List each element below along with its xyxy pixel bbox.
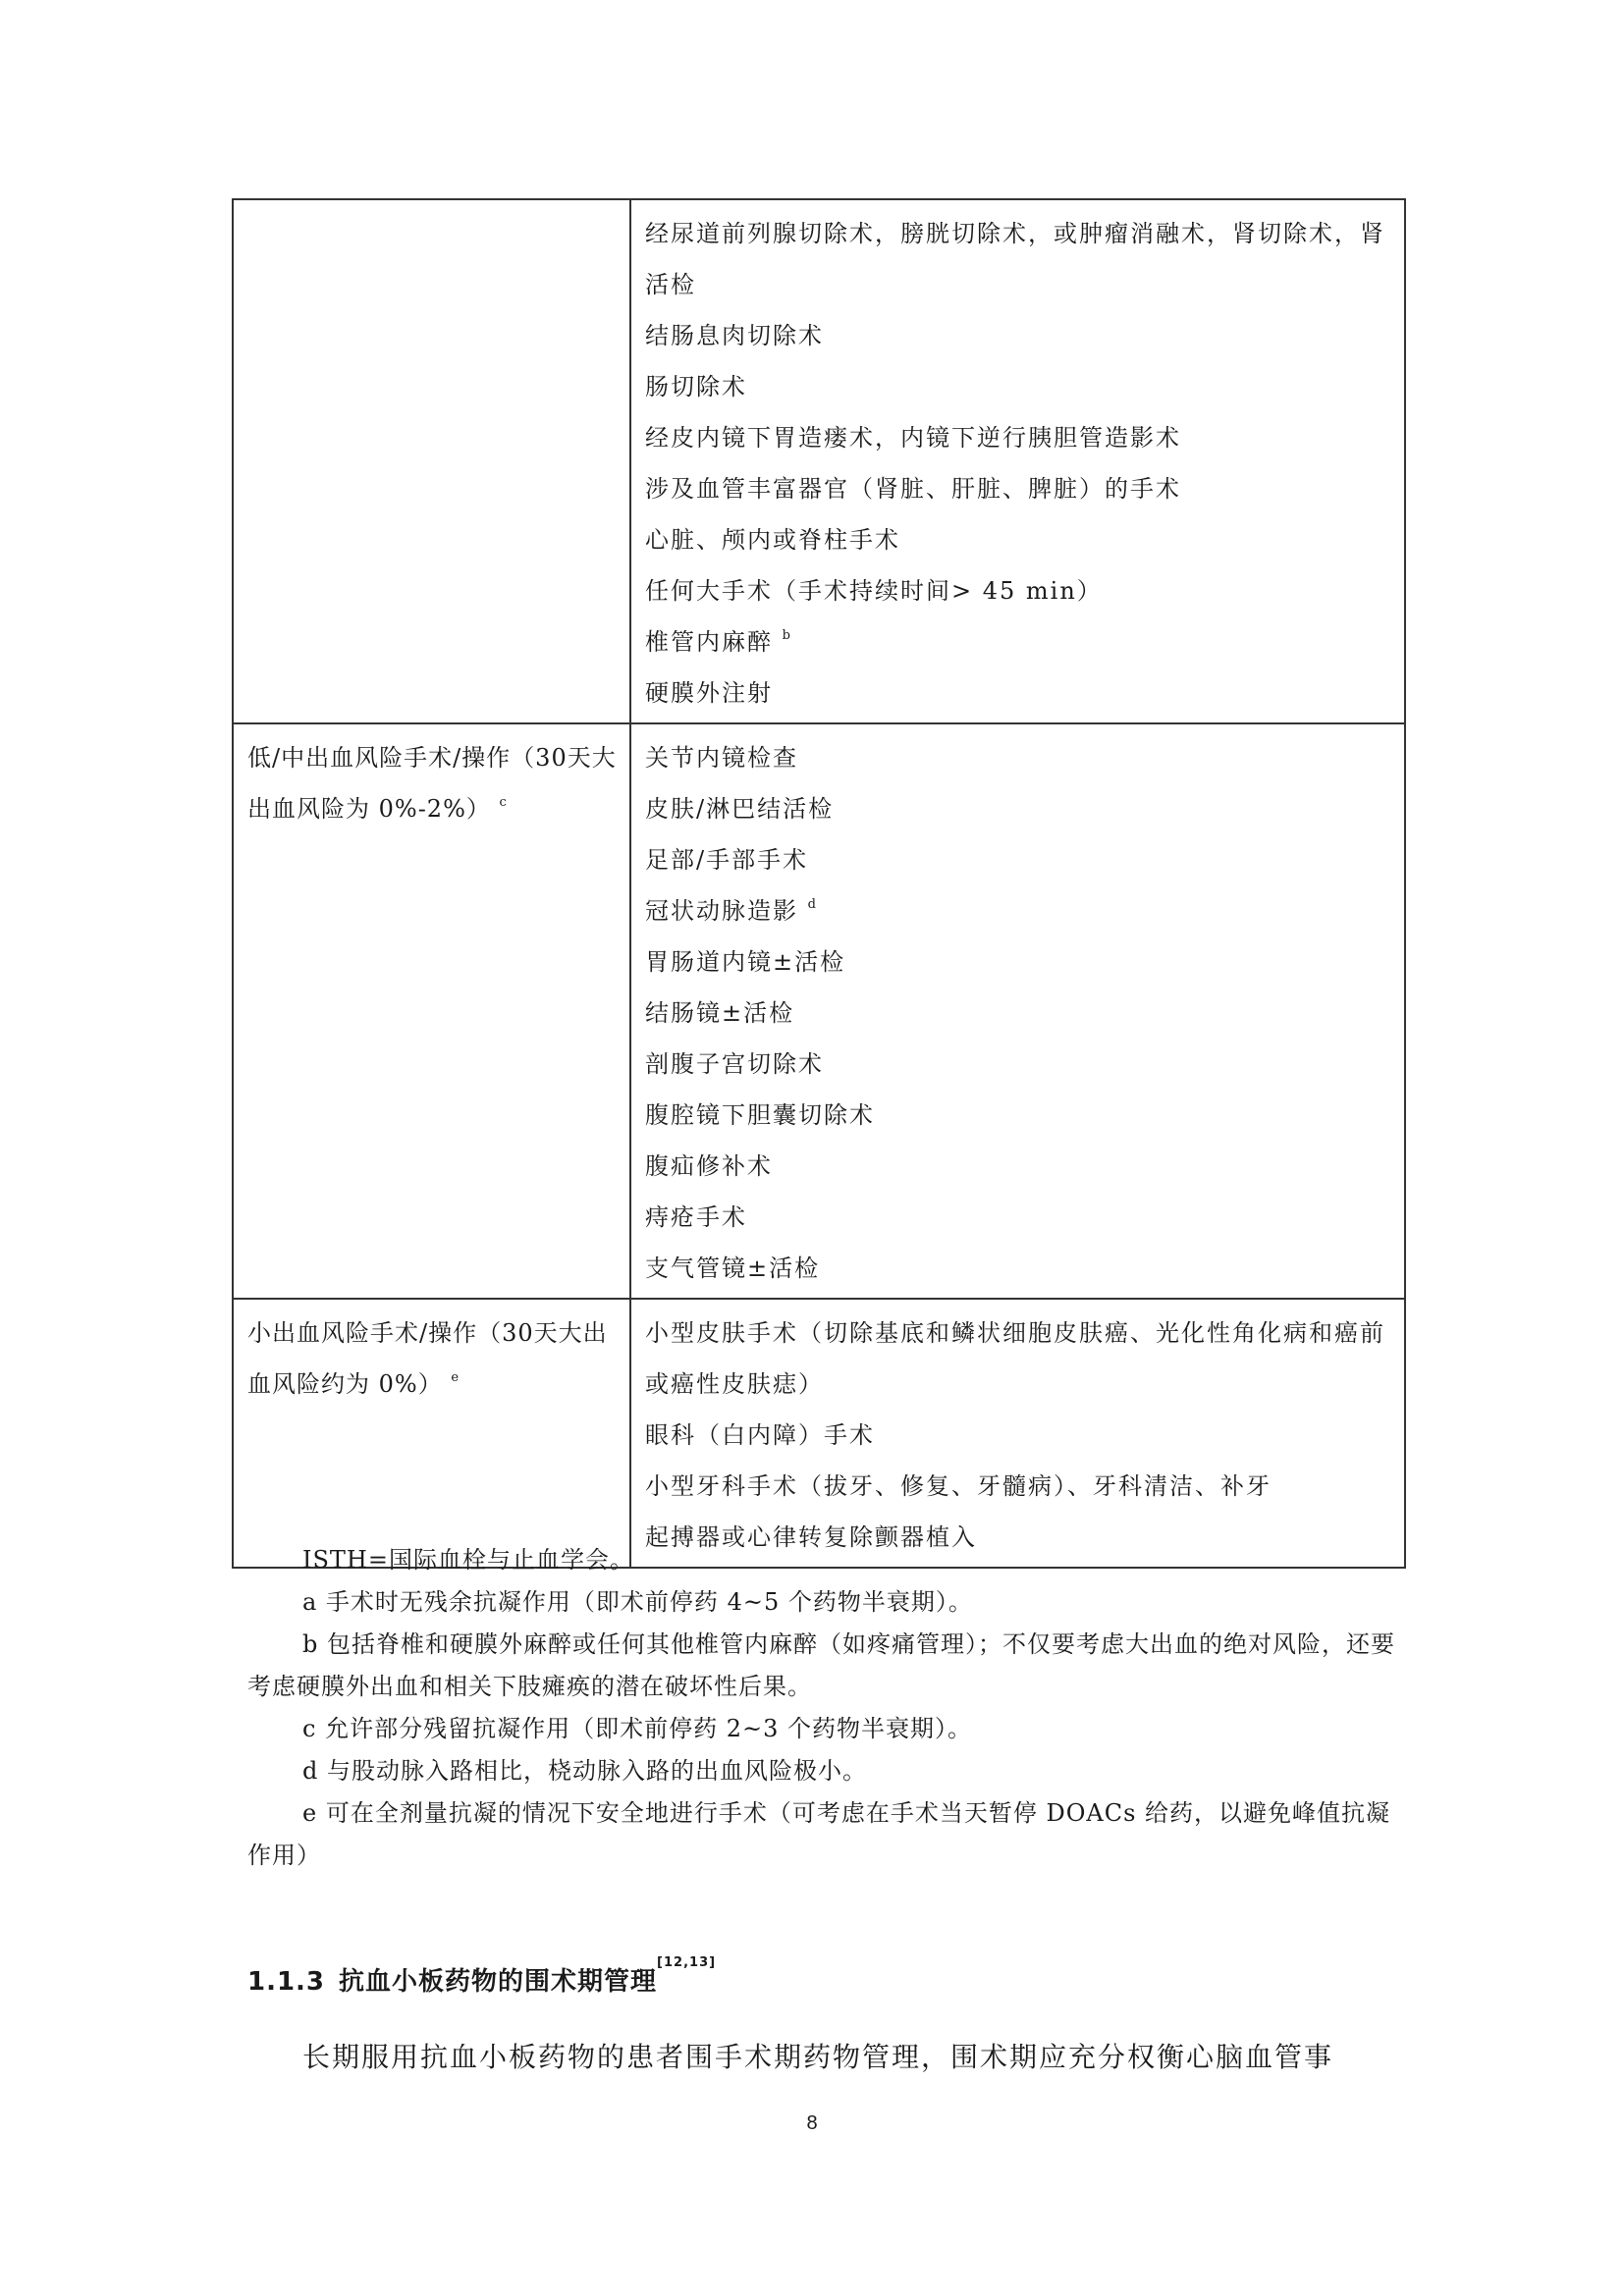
procedure-text: 椎管内麻醉 <box>645 628 773 656</box>
reference-marker: [12,13] <box>657 1955 717 1970</box>
procedure-item: 痔疮手术 <box>645 1203 747 1231</box>
table-procedure-cell <box>630 723 1405 1299</box>
procedure-item: 任何大手术（手术持续时间> 45 min） <box>645 577 1103 605</box>
footnote-mark: b <box>782 628 792 643</box>
section-heading <box>247 1955 717 1998</box>
table-procedure-cell <box>630 199 1405 723</box>
footnote-mark: e <box>451 1370 460 1385</box>
procedure-item: 眼科（白内障）手术 <box>645 1421 875 1449</box>
procedure-item: 皮肤/淋巴结活检 <box>645 795 835 823</box>
procedure-item: 关节内镜检查 <box>645 744 798 772</box>
table-category-cell <box>233 723 630 1299</box>
footnote: b 包括脊椎和硬膜外麻醉或任何其他椎管内麻醉（如疼痛管理）；不仅要考虑大出血的绝对风险，还要考虑硬膜外出血和相关下肢瘫痪的潜在破坏性后果。 <box>247 1630 1395 1700</box>
procedure-item: 胃肠道内镜±活检 <box>645 948 846 976</box>
procedure-item: 剖腹子宫切除术 <box>645 1050 824 1078</box>
category-text: 小出血风险手术/操作（30天大出血风险约为 0%） <box>247 1319 608 1398</box>
table-category-cell <box>233 1299 630 1568</box>
procedure-item <box>645 616 1394 667</box>
footnote: a 手术时无残余抗凝作用（即术前停药 4~5 个药物半衰期）。 <box>302 1588 973 1616</box>
procedure-item: 腹疝修补术 <box>645 1152 773 1180</box>
body-paragraph: 长期服用抗血小板药物的患者围手术期药物管理，围术期应充分权衡心脑血管事 <box>302 2041 1334 2073</box>
table-procedure-cell <box>630 1299 1405 1568</box>
section-number: 1.1.3 <box>247 1967 326 1997</box>
footnote-mark: c <box>499 795 508 810</box>
footnote: e 可在全剂量抗凝的情况下安全地进行手术（可考虑在手术当天暂停 DOACs 给药，以避免峰值抗凝作用） <box>247 1799 1391 1869</box>
procedure-item: 涉及血管丰富器官（肾脏、肝脏、脾脏）的手术 <box>645 475 1181 503</box>
procedure-item: 心脏、颅内或脊柱手术 <box>645 526 900 554</box>
procedure-item: 小型皮肤手术（切除基底和鳞状细胞皮肤癌、光化性角化病和癌前或癌性皮肤痣） <box>645 1319 1385 1398</box>
procedure-text: 冠状动脉造影 <box>645 897 798 925</box>
footnote: d 与股动脉入路相比，桡动脉入路的出血风险极小。 <box>302 1757 867 1785</box>
table-category-cell <box>233 199 630 723</box>
footnote-mark: d <box>807 897 818 912</box>
procedure-item: 小型牙科手术（拔牙、修复、牙髓病）、牙科清洁、补牙 <box>645 1472 1272 1500</box>
footnote: ISTH=国际血栓与止血学会。 <box>302 1546 634 1574</box>
procedure-item: 腹腔镜下胆囊切除术 <box>645 1101 875 1129</box>
procedure-item: 经皮内镜下胃造瘘术，内镜下逆行胰胆管造影术 <box>645 424 1181 452</box>
procedure-item: 经尿道前列腺切除术，膀胱切除术，或肿瘤消融术，肾切除术，肾活检 <box>645 220 1385 298</box>
table-footnotes <box>247 1539 1404 1877</box>
section-title: 抗血小板药物的围术期管理 <box>339 1967 658 1997</box>
category-text: 低/中出血风险手术/操作（30天大出血风险为 0%-2%） <box>247 744 617 823</box>
bleeding-risk-table <box>232 198 1406 1569</box>
table-row <box>233 199 1405 723</box>
procedure-item: 硬膜外注射 <box>645 679 773 707</box>
page-number: 8 <box>806 2112 818 2134</box>
table-row <box>233 1299 1405 1568</box>
procedure-item: 肠切除术 <box>645 373 747 400</box>
procedure-item <box>645 885 1394 936</box>
table-row <box>233 723 1405 1299</box>
procedure-item: 起搏器或心律转复除颤器植入 <box>645 1523 977 1551</box>
footnote: c 允许部分残留抗凝作用（即术前停药 2~3 个药物半衰期）。 <box>302 1715 972 1742</box>
procedure-item: 结肠息肉切除术 <box>645 322 824 349</box>
procedure-item: 支气管镜±活检 <box>645 1255 821 1282</box>
procedure-item: 结肠镜±活检 <box>645 999 795 1027</box>
procedure-item: 足部/手部手术 <box>645 846 809 874</box>
